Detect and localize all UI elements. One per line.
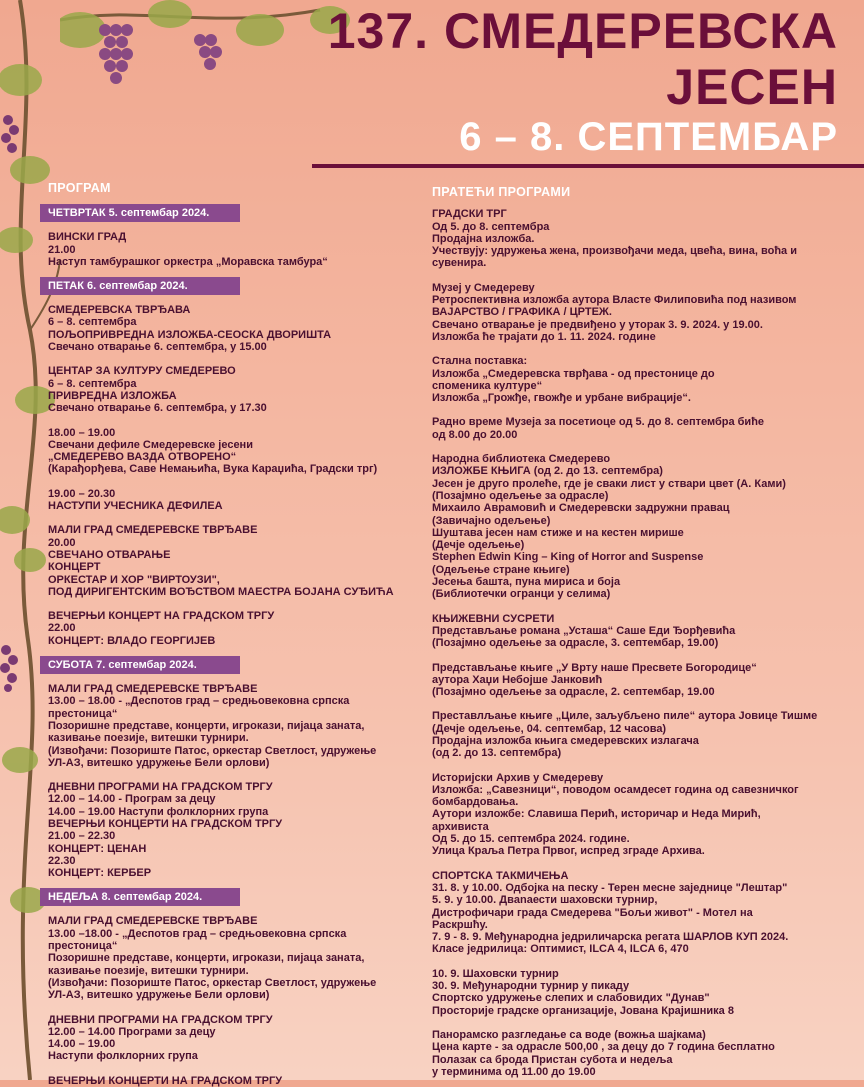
text-line: престоница“ (48, 940, 118, 953)
day-name: НЕДЕЉА (48, 891, 99, 904)
text-line: (од 2. до 13. септембра) (432, 747, 562, 760)
text-line: (Извођачи: Позориште Патос, оркестар Светлост, удружење (48, 976, 377, 989)
text-line: Спортско удружење слепих и слабовидих "Дунав" (432, 992, 710, 1005)
text-line: Свечано отварање 6. септембра, у 17.30 (48, 402, 267, 415)
text-line: 31. 8. у 10.00. Одбојка на песку - Терен месне заједнице "Лештар" (432, 881, 788, 894)
text-line: (Позајмно одељење за одрасле, 3. септембар, 19.00) (432, 637, 719, 650)
text-line: ГРАДСКИ ТРГ (432, 208, 507, 221)
program-block (48, 231, 388, 268)
side-block-archive (432, 772, 832, 858)
text-line: ДНЕВНИ ПРОГРАМИ НА ГРАДСКОМ ТРГУ (48, 1013, 273, 1026)
text-line: Изложба: „Савезници“, поводом осамдесет година од савезничког (432, 783, 799, 796)
text-line: Јесен је друго пролеће, где је сваки лист у ствари цвет (А. Ками) (432, 477, 786, 490)
text-line: аутора Хаџи Небојше Јанковић (432, 673, 603, 686)
title-divider (312, 164, 864, 168)
day-bar-sunday (40, 888, 240, 906)
text-line: Михаило Аврамовић и Смедеревски задружни правац (432, 502, 730, 515)
text-line: (Извођачи: Позориште Патос, оркестар Светлост, удружење (48, 744, 377, 757)
text-line: Преставлљање књиге „Циле, заљубљено пиле“ аутора Јовице Тишме (432, 710, 818, 723)
text-line: 18.00 – 19.00 (48, 426, 116, 439)
text-line: КОНЦЕРТ: ВЛАДО ГЕОРГИЈЕВ (48, 634, 216, 647)
text-line: Аутори изложбе: Славиша Перић, историчар и Неда Мирић, (432, 808, 761, 821)
text-line: Позоришне представе, концерти, игрокази, пијаца заната, (48, 719, 365, 732)
text-line: 19.00 – 20.30 (48, 487, 116, 500)
text-line: (Позајмно одељење за одрасле, 2. септембар, 19.00 (432, 686, 715, 699)
text-line: ВЕЧЕРЊИ КОНЦЕРТИ НА ГРАДСКОМ ТРГУ (48, 1074, 283, 1087)
program-block (48, 1014, 388, 1063)
text-line: СМЕДЕРЕВСКА ТВРЂАВА (48, 304, 191, 317)
text-line: Ретроспективна изложба аутора Власте Филиповића под називом (432, 294, 797, 307)
text-line: СВЕЧАНО ОТВАРАЊЕ (48, 548, 171, 561)
text-line: 21.00 – 22.30 (48, 830, 116, 843)
text-line: (Библиотечки огранци у селима) (432, 588, 611, 601)
text-line: 14.00 – 19.00 (48, 1038, 116, 1051)
text-line: Улица Краља Петра Првог, испред зграде Архива. (432, 845, 705, 858)
text-line: у терминима од 11.00 до 19.00 (432, 1065, 596, 1078)
day-date: 6. септембар 2024. (87, 280, 188, 293)
day-name: ПЕТАК (48, 280, 84, 293)
text-line: МАЛИ ГРАД СМЕДЕРЕВСКЕ ТВРЂАВЕ (48, 524, 258, 537)
text-line: Историјски Архив у Смедереву (432, 771, 604, 784)
side-programs-column (432, 186, 832, 1078)
side-block-city-square (432, 208, 832, 269)
text-line: Шуштава јесен нам стиже и на кестен мирише (432, 526, 684, 539)
program-block (48, 683, 388, 769)
text-line: (Завичајно одељење) (432, 514, 551, 527)
text-line: КОНЦЕРТ: ЦЕНАН (48, 842, 147, 855)
program-block (48, 1075, 388, 1087)
side-block-permanent-exhibit (432, 355, 832, 404)
text-line: Изложба ће трајати до 1. 11. 2024. године (432, 330, 656, 343)
text-line: престоница“ (48, 707, 118, 720)
side-programs-heading: ПРАТЕЋИ ПРОГРАМИ (432, 185, 571, 199)
text-line: Музеј у Смедереву (432, 281, 535, 294)
text-line: Дистрофичари града Смедерева "Бољи живот" - Мотел на (432, 906, 753, 919)
day-name: СУБОТА (48, 659, 94, 672)
program-block (48, 365, 388, 414)
text-line: 6 – 8. септембра (48, 316, 137, 329)
program-block (48, 781, 388, 879)
text-line: Класе једрилица: Оптимист, ILCA 4, ILCA 6, 470 (432, 943, 689, 956)
text-line: 12.00 – 14.00 Програми за децу (48, 1025, 216, 1038)
text-line: казивање поезије, витешки турнири. (48, 964, 249, 977)
text-line: од 8.00 до 20.00 (432, 428, 518, 441)
text-line: УЛ-АЗ, витешко удружење Бели орлови) (48, 756, 270, 769)
program-block (48, 304, 388, 353)
text-line: 12.00 – 14.00 - Програм за децу (48, 793, 216, 806)
text-line: Наступи фолклорних група (48, 1050, 198, 1063)
text-line: КОНЦЕРТ: КЕРБЕР (48, 867, 152, 880)
text-line: Изложба „Грожђе, гвожђе и урбане вибрације“. (432, 392, 691, 405)
text-line: Просторије градске организације, Јована Крајишника 8 (432, 1004, 734, 1017)
text-line: Представљање књиге „У Врту наше Пресвете Богородице“ (432, 661, 757, 674)
text-line: Стална поставка: (432, 355, 528, 368)
text-line: НАСТУПИ УЧЕСНИКА ДЕФИЛЕА (48, 500, 223, 513)
text-line: 30. 9. Међународни турнир у пикаду (432, 980, 630, 993)
text-line: Од 5. до 15. септембра 2024. године. (432, 833, 630, 846)
text-line: Свечани дефиле Смедеревске јесени (48, 438, 253, 451)
text-line: ПОД ДИРИГЕНТСКИМ ВОЂСТВОМ МАЕСТРА БОЈАНА СУЂИЋА (48, 585, 394, 598)
text-line: ВЕЧЕРЊИ КОНЦЕРТ НА ГРАДСКОМ ТРГУ (48, 610, 275, 623)
text-line: Панорамско разгледање са воде (вожња шајкама) (432, 1028, 706, 1041)
day-date: 7. септембар 2024. (96, 659, 197, 672)
side-block-children-book (432, 710, 832, 759)
text-line: ВИНСКИ ГРАД (48, 231, 127, 244)
text-line: Полазак са брода Пристан субота и недеља (432, 1053, 673, 1066)
program-block (48, 427, 388, 476)
side-block-library (432, 453, 832, 601)
side-block-literary-meetings (432, 613, 832, 650)
grape-cluster-decoration (60, 0, 360, 110)
text-line: Stephen Edwin King – King of Horror and Suspense (432, 551, 704, 564)
program-block (48, 610, 388, 647)
text-line: 22.30 (48, 854, 76, 867)
text-line: (Одељење стране књиге) (432, 563, 570, 576)
program-block (48, 915, 388, 1001)
text-line: ОРКЕСТАР И ХОР "ВИРТОУЗИ", (48, 573, 220, 586)
text-line: КЊИЖЕВНИ СУСРЕТИ (432, 612, 555, 625)
text-line: Наступ тамбурашког оркестра „Моравска тамбура“ (48, 255, 328, 268)
text-line: 13.00 –18.00 - „Деспотов град – средњовековна српска (48, 927, 347, 940)
program-column (48, 181, 394, 1087)
program-block (48, 524, 394, 598)
event-dates: 6 – 8. СЕПТЕМБАР (459, 115, 838, 159)
text-line: Народна библиотека Смедерево (432, 453, 611, 466)
text-line: Радно време Музеја за посетиоце од 5. до 8. септембра биће (432, 416, 765, 429)
day-date: 8. септембар 2024. (101, 891, 203, 904)
side-block-museum-hours (432, 416, 832, 441)
day-name: ЧЕТВРТАК (48, 207, 106, 220)
text-line: бомбардовања. (432, 796, 519, 809)
side-block-book-presentation (432, 662, 832, 699)
text-line: 20.00 (48, 536, 76, 549)
text-line: ЦЕНТАР ЗА КУЛТУРУ СМЕДЕРЕВО (48, 365, 236, 378)
text-line: ПРИВРЕДНА ИЗЛОЖБА (48, 389, 177, 402)
text-line: (Карађорђева, Саве Немањића, Вука Караџића, Градски трг) (48, 463, 378, 476)
text-line: (Дечје одељење) (432, 539, 525, 552)
text-line: 5. 9. у 10.00. Двanaести шаховски турнир, (432, 894, 658, 907)
text-line: 10. 9. Шаховски турнир (432, 967, 559, 980)
text-line: Продајна изложба књига смедеревских излагача (432, 734, 699, 747)
text-line: МАЛИ ГРАД СМЕДЕРЕВСКЕ ТВРЂАВЕ (48, 683, 258, 696)
text-line: 14.00 – 19.00 Наступи фолклорних група (48, 805, 269, 818)
text-line: Продајна изложба. (432, 232, 535, 245)
text-line: ДНЕВНИ ПРОГРАМИ НА ГРАДСКОМ ТРГУ (48, 781, 273, 794)
text-line: СПОРТСКА ТАКМИЧЕЊА (432, 869, 569, 882)
text-line: Од 5. до 8. септембра (432, 220, 550, 233)
text-line: ВЕЧЕРЊИ КОНЦЕРТИ НА ГРАДСКОМ ТРГУ (48, 817, 283, 830)
text-line: Раскршћу. (432, 918, 488, 931)
text-line: ПОЉОПРИВРЕДНА ИЗЛОЖБА-СЕОСКА ДВОРИШТА (48, 328, 332, 341)
text-line: 13.00 – 18.00 - „Деспотов град – средњовековна српска (48, 695, 350, 708)
text-line: ИЗЛОЖБЕ КЊИГА (од 2. до 13. септембра) (432, 465, 663, 478)
text-line: Изложба „Смедеревска тврђава - од престонице до (432, 367, 715, 380)
text-line: 7. 9 - 8. 9. Међународна једриличарска регата ШАРЛОВ КУП 2024. (432, 931, 789, 944)
page-title-line1: 137. СМЕДЕРЕВСКА (327, 3, 838, 59)
text-line: 22.00 (48, 622, 76, 635)
text-line: сувенирa. (432, 257, 487, 270)
text-line: архивиста (432, 820, 489, 833)
program-heading: ПРОГРАМ (48, 181, 111, 195)
text-line: МАЛИ ГРАД СМЕДЕРЕВСКЕ ТВРЂАВЕ (48, 915, 258, 928)
day-bar-thursday (40, 204, 240, 222)
text-line: КОНЦЕРТ (48, 561, 101, 574)
text-line: (Позајмно одељење за одрасле) (432, 489, 609, 502)
text-line: Учествују: удружења жена, произвођачи меда, цвећа, вина, воћа и (432, 245, 797, 258)
text-line: (Дечје одељење, 04. септембар, 12 часова) (432, 722, 667, 735)
text-line: ВАЈАРСТВО / ГРАФИКА / ЦРТЕЖ. (432, 306, 612, 319)
text-line: 21.00 (48, 243, 76, 256)
side-block-sports (432, 870, 832, 956)
text-line: Цена карте - за одрасле 500,00 , за децу до 7 година бесплатно (432, 1041, 775, 1054)
page-title-line2: ЈЕСЕН (666, 59, 838, 115)
text-line: 6 – 8. септембра (48, 377, 137, 390)
side-block-museum (432, 282, 832, 343)
text-line: споменика културе“ (432, 379, 543, 392)
text-line: Свечано отварање је предвиђено у уторак 3. 9. 2024. у 19.00. (432, 318, 763, 331)
side-block-tournaments (432, 968, 832, 1017)
day-date: 5. септембар 2024. (108, 207, 210, 220)
text-line: Свечано отварање 6. септембра, у 15.00 (48, 341, 267, 354)
day-bar-saturday (40, 656, 240, 674)
text-line: Позоришне представе, концерти, игрокази, пијаца заната, (48, 952, 365, 965)
text-line: казивање поезије, витешки турнири. (48, 732, 249, 745)
text-line: Јесења башта, пуна мириса и боја (432, 576, 621, 589)
day-bar-friday (40, 277, 240, 295)
text-line: „СМЕДЕРЕВО ВАЗДА ОТВОРЕНО“ (48, 451, 237, 464)
text-line: Представљање романа „Усташа“ Саше Еди Ђорђевића (432, 624, 736, 637)
program-block (48, 488, 388, 513)
text-line: УЛ-АЗ, витешко удружење Бели орлови) (48, 989, 270, 1002)
side-block-boat-tour (432, 1029, 832, 1078)
